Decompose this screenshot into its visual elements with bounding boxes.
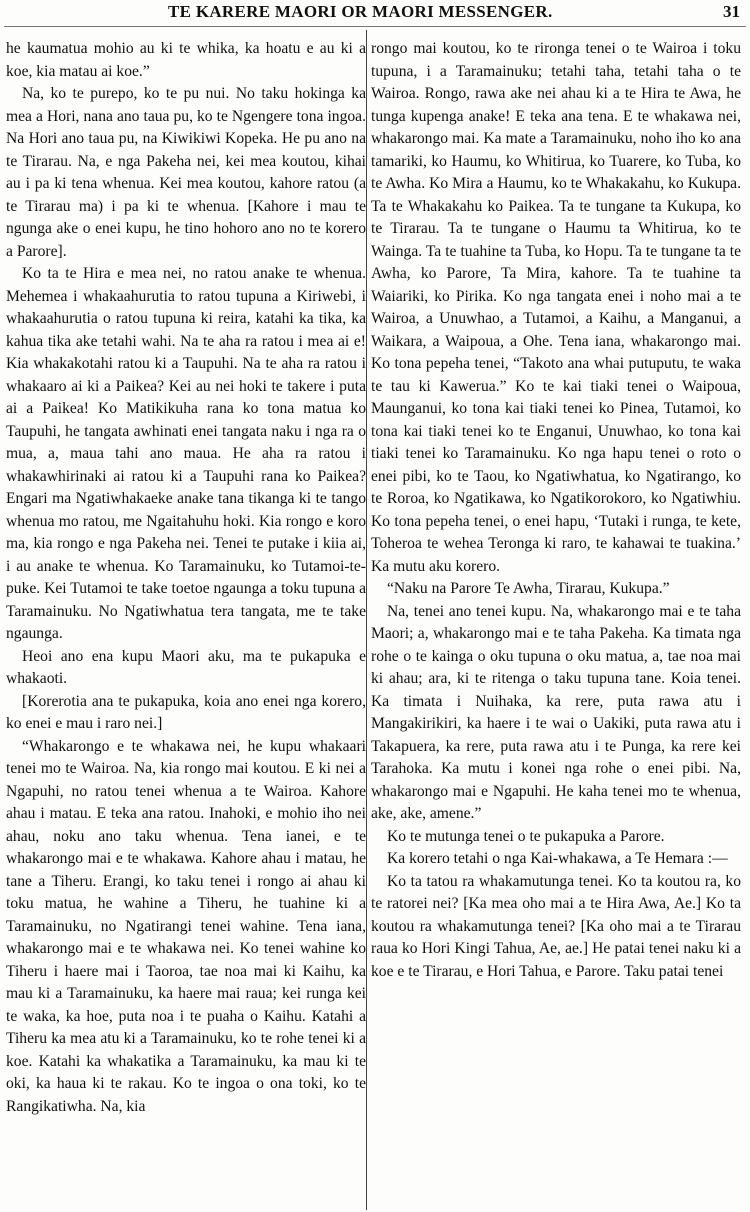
paragraph: he kaumatua mohio au ki te whika, ka hoatu e au ki a koe, kia matau ai koe.” [6, 40, 366, 80]
newspaper-title: TE KARERE MAORI OR MAORI MESSENGER. [168, 2, 553, 21]
page-header [0, 0, 750, 26]
paragraph: Ka korero tetahi o nga Kai-whakawa, a Te Hemara :— [387, 850, 728, 867]
right-column [371, 38, 741, 1208]
paragraph: Ko te mutunga tenei o te pukapuka a Parore. [387, 827, 665, 845]
paragraph: Na, ko te purepo, ko te pu nui. No taku hokinga ka mea a Hori, nana ano taua pu, ko te Ngengere tona ingoa. Na Hori ano taua pu, na Kiwikiwi Kopeka. He pu ano na te Tirarau. Na, e nga Pakeha nei, kei mea koutou, kihai au i pa ki tena whenua. Kei mea koutou, kahore ratou (a te Tirarau ma) i pa ki te whenua. [Kahore i mau te ngunga ake o enei kupu, he tino hohoro ano no te korero a Parore]. [6, 85, 366, 260]
paragraph: rongo mai koutou, ko te rironga tenei o te Wairoa i toku tupuna, i a Taramainuku; tetahi taha, tetahi taha o te Wairoa. Rongo, rawa ake nei ahau ki a te Hira te Awa, he tunga kupenga anake! E teka ana tena. E te whakawa nei, whakarongo mai. Ka mate a Taramainuku, noho iho ko ana tamariki, ko Haumu, ko Whitirua, ko Tuarere, ko Tuba, ko te Awha. Ko Mira a Haumu, ko te Whakakahu, ko Kukupa. Ta te Whakakahu ko Paikea. Ta te tungane ta Kukupa, ko te Tirarau. Ta te tungane o Haumu ta Whitirua, ko te Wainga. Ta te tuahine ta Tuba, ko Hopu. Ta te tungane ta te Awha, ko Parore, Ta Mira, kahore. Ta te tuahine ta Waiariki, ko Pirika. Ko nga tangata enei i noho mai a te Wairoa, a Unuwhao, a Tutamoi, a Kaihu, a Manganui, a Waikara, a Waipoua, a Ohe. Tena iana, whakarongo mai. Ko tona pepeha tenei, “Takoto ana whai putuputu, te waka te tau ki Kawerua.” Ko te kai tiaki tenei o Waipoua, Maunganui, ko tona kai tiaki tenei ko Pinea, Tutamoi, ko tona kai tiaki tenei ko te Enganui, Unuwhao, ko tona kai tiaki tenei ko Taramainuku. Ko nga hapu tenei o roto o enei pibi, ko te Taou, ko Ngatiwhatua, ko Ngatirango, ko te Roroa, ko Ngatikawa, ko Ngatikorokoro, ko Ngatiwhiu. Ko tona pepeha tenei, o enei hapu, ‘Tutaki i runga, te kete, Toheroa te wehea Teronga ki raro, te kahawai te tuakina.’ Ka mutu aku korero. [371, 40, 741, 575]
paragraph: Na, tenei ano tenei kupu. Na, whakarongo mai e te taha Maori; a, whakarongo mai e te taha Pakeha. Ka timata nga rohe o te kainga o oku tupuna o oku matua, a, tae noa mai ki ahau; ara, ki te ritenga o taku tupuna tane. Koia tenei. Ka timata i Nuihaka, ka rere, puta rawa atu i Mangakirikiri, ka haere i te wai o Uakiki, puta rawa atu i Takapuera, ka rere, puta rawa atu i te Punga, ka rere kei Tarahoka. Ka mutu i konei nga rohe o enei pibi. Na, whakarongo mai e Ngapuhi. He kaha tenei mo te whenua, ake, ake, amene.” [371, 602, 741, 822]
paragraph: Ko ta tatou ra whakamutunga tenei. Ko ta koutou ra, ko te ratorei nei? [Ka mea oho mai a te Hira Awa, Ae.] Ko ta koutou ra whakamutunga tenei? [Ka oho mai a te Tirarau raua ko Hori Kingi Tahua, Ae, ae.] He patai tenei naku ki a koe e te Tirarau, e Hori Tahua, e Parore. Taku patai tenei [371, 872, 741, 980]
header-rule [4, 26, 746, 27]
column-divider [366, 30, 367, 1210]
paragraph: Ko ta te Hira e mea nei, no ratou anake te whenua. Mehemea i whakaahurutia to ratou tupuna a Kiriwebi, i whakaahurutia o ratou tupuna ki reira, katahi ka tika, ka kahua tika ake tetahi wahi. Na te aha ra ratou i mea ai e! Kia whakakotahi ratou ki a Taupuhi. Na te aha ra ratou i whakaaro ai ki a Paikea? Kei au nei hoki te takere i puta ai a Paikea! Ko Matikikuha rana ko tona matua ko Taupuhi, he tangata awhinati enei tangata naku i nga ra o mua, a, maua tahi ano maua. He aha ra ratou i whakawhirinaki ai ratou ki a Taupuhi rana ko Paikea? Engari ma Ngatiwhakaeke anake tana tikanga ki te tango whenua mo ratou, me Ngaitahuhu hoki. Kia rongo e koro ma, kia rongo e nga Pakeha nei. Tenei te putake i kiia ai, i au anake te whenua. Ko Taramainuku, ko Tutamoi-te-puke. Kei Tutamoi te take toetoe ngaunga a toku tupuna a Taramainuku. No Ngatiwhatua tera tangata, me te take ngaunga. [6, 265, 366, 642]
paragraph: “Whakarongo e te whakawa nei, he kupu whakaari tenei mo te Wairoa. Na, kia rongo mai koutou. E ki nei a Ngapuhi, no ratou tenei whenua a te Wairoa. Kahore ahau i matau. E teka ana ratou. Inahoki, e mohio iho nei ahau, noku ano taku whenua. Tena ianei, e te whakarongo mai e te whakawa. Kahore ahau i matau, he tane a Tiheru. Erangi, ko taku tenei i rongo ai ahau ki toku matua, he wahine a Tiheru, he tuahine ki a Taramainuku, no Ngatirangi tenei wahine. Tena iana, whakarongo mai e te whakawa nei. Ko tenei wahine ko Tiheru i haere mai i Taoroa, tae noa mai ki Kaihu, ka mau ki a Taramainuku, ka haere mai raua; kei runga kei te waka, ka hoe, puta noa i te puaha o Kaihu. Katahi a Tiheru ka mea atu ki a Taramainuku, ko te rohe tenei ki a koe. Katahi ka whakatika a Taramainuku, ka mau ki te oki, ka haua ki te rakau. Ko te ingoa o ona toki, ko te Rangikatiwha. Na, kia [6, 737, 366, 1115]
paragraph: Heoi ano ena kupu Maori aku, ma te pukapuka e whakaoti. [6, 647, 366, 687]
paragraph: [Korerotia ana te pukapuka, koia ano enei nga korero, ko enei e mau i raro nei.] [6, 692, 366, 732]
page-number: 31 [723, 2, 740, 21]
paragraph: “Naku na Parore Te Awha, Tirarau, Kukupa.” [387, 580, 670, 597]
left-column [6, 38, 366, 1208]
